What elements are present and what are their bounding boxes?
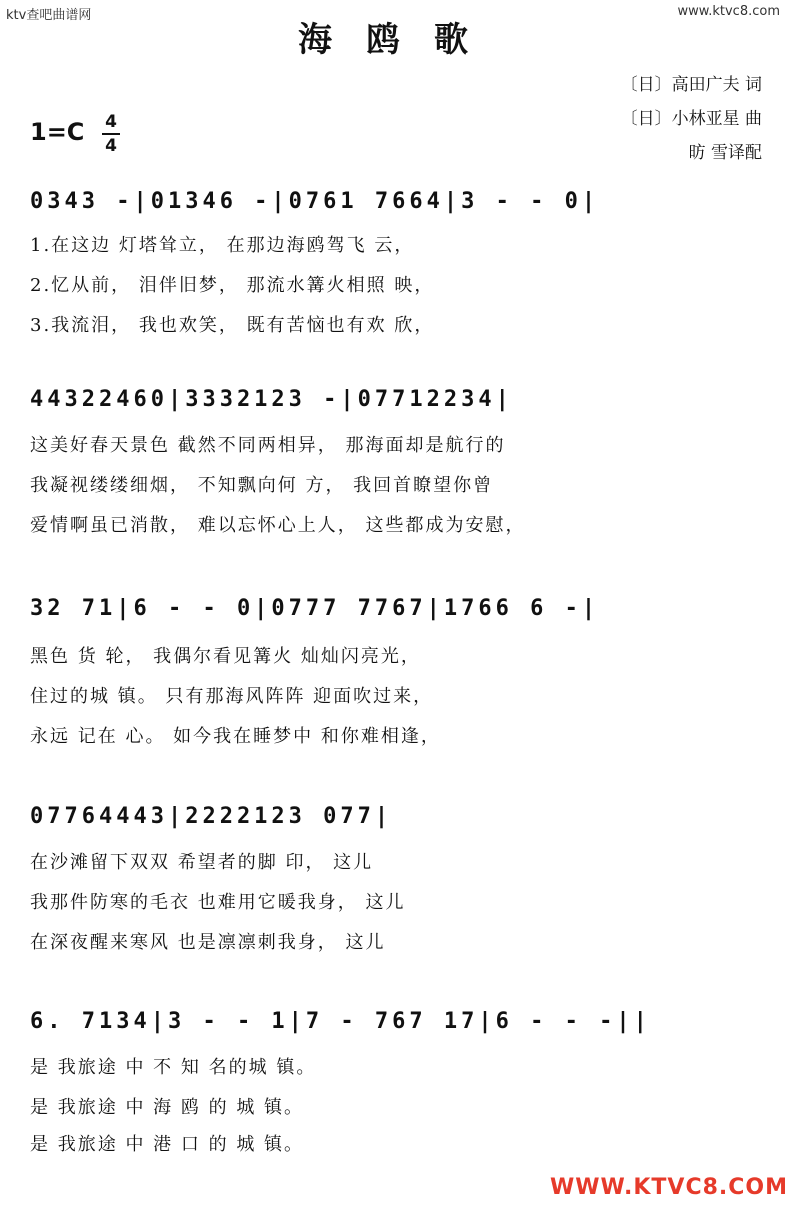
- lyric-verse-1: 1.在这边 灯塔耸立， 在那边海鸥驾飞 云，: [30, 235, 415, 256]
- lyric-verse-1: 在沙滩留下双双 希望者的脚 印， 这儿: [30, 852, 374, 873]
- watermark-top-left: ktv查吧曲谱网: [6, 8, 92, 23]
- time-signature-divider: [102, 133, 120, 135]
- lyric-verse-3: 是 我旅途 中 港 口 的 城 镇。: [30, 1134, 305, 1155]
- lyric-verse-2: 我凝视缕缕细烟， 不知飘向何 方， 我回首瞭望你曾: [30, 475, 494, 496]
- lyric-verse-1: 黑色 货 轮， 我偶尔看见篝火 灿灿闪亮光，: [30, 646, 421, 667]
- translator-credit: 昉 雪译配: [688, 143, 762, 163]
- notation-line: 0343 -|01346 -|0761 7664|3 - - 0|: [30, 189, 600, 214]
- lyric-verse-3: 3.我流泪， 我也欢笑， 既有苦恼也有欢 欣，: [30, 315, 435, 336]
- time-signature: [102, 112, 120, 156]
- lyric-verse-1: 这美好春天景色 截然不同两相异， 那海面却是航行的: [30, 435, 506, 456]
- time-signature-top: 4: [105, 112, 117, 132]
- lyricist-credit: 〔日〕高田广夫 词: [620, 75, 762, 95]
- lyric-verse-2: 住过的城 镇。 只有那海风阵阵 迎面吹过来，: [30, 686, 434, 707]
- time-signature-bottom: 4: [105, 136, 117, 156]
- lyric-verse-1: 是 我旅途 中 不 知 名的城 镇。: [30, 1057, 317, 1078]
- notation-line: 07764443|2222123 077|: [30, 804, 393, 829]
- watermark-top-right: www.ktvc8.com: [677, 4, 780, 19]
- notation-line: 6. 7134|3 - - 1|7 - 767 17|6 - - -||: [30, 1009, 651, 1034]
- lyric-verse-3: 永远 记在 心。 如今我在睡梦中 和你难相逢，: [30, 726, 441, 747]
- notation-line: 44322460|3332123 -|07712234|: [30, 387, 513, 412]
- lyric-verse-3: 爱情啊虽已消散， 难以忘怀心上人， 这些都成为安慰，: [30, 515, 526, 536]
- key-signature: 1=C: [30, 118, 85, 146]
- composer-credit: 〔日〕小林亚星 曲: [620, 109, 762, 129]
- lyric-verse-3: 在深夜醒来寒风 也是凛凛刺我身， 这儿: [30, 932, 386, 953]
- lyric-verse-2: 2.忆从前， 泪伴旧梦， 那流水篝火相照 映，: [30, 275, 435, 296]
- lyric-verse-2: 是 我旅途 中 海 鸥 的 城 镇。: [30, 1097, 305, 1118]
- watermark-bottom: WWW.KTVC8.COM: [550, 1175, 788, 1200]
- notation-line: 32 71|6 - - 0|0777 7767|1766 6 -|: [30, 596, 600, 621]
- song-title: 海鸥歌: [298, 20, 502, 60]
- lyric-verse-2: 我那件防寒的毛衣 也难用它暖我身， 这儿: [30, 892, 406, 913]
